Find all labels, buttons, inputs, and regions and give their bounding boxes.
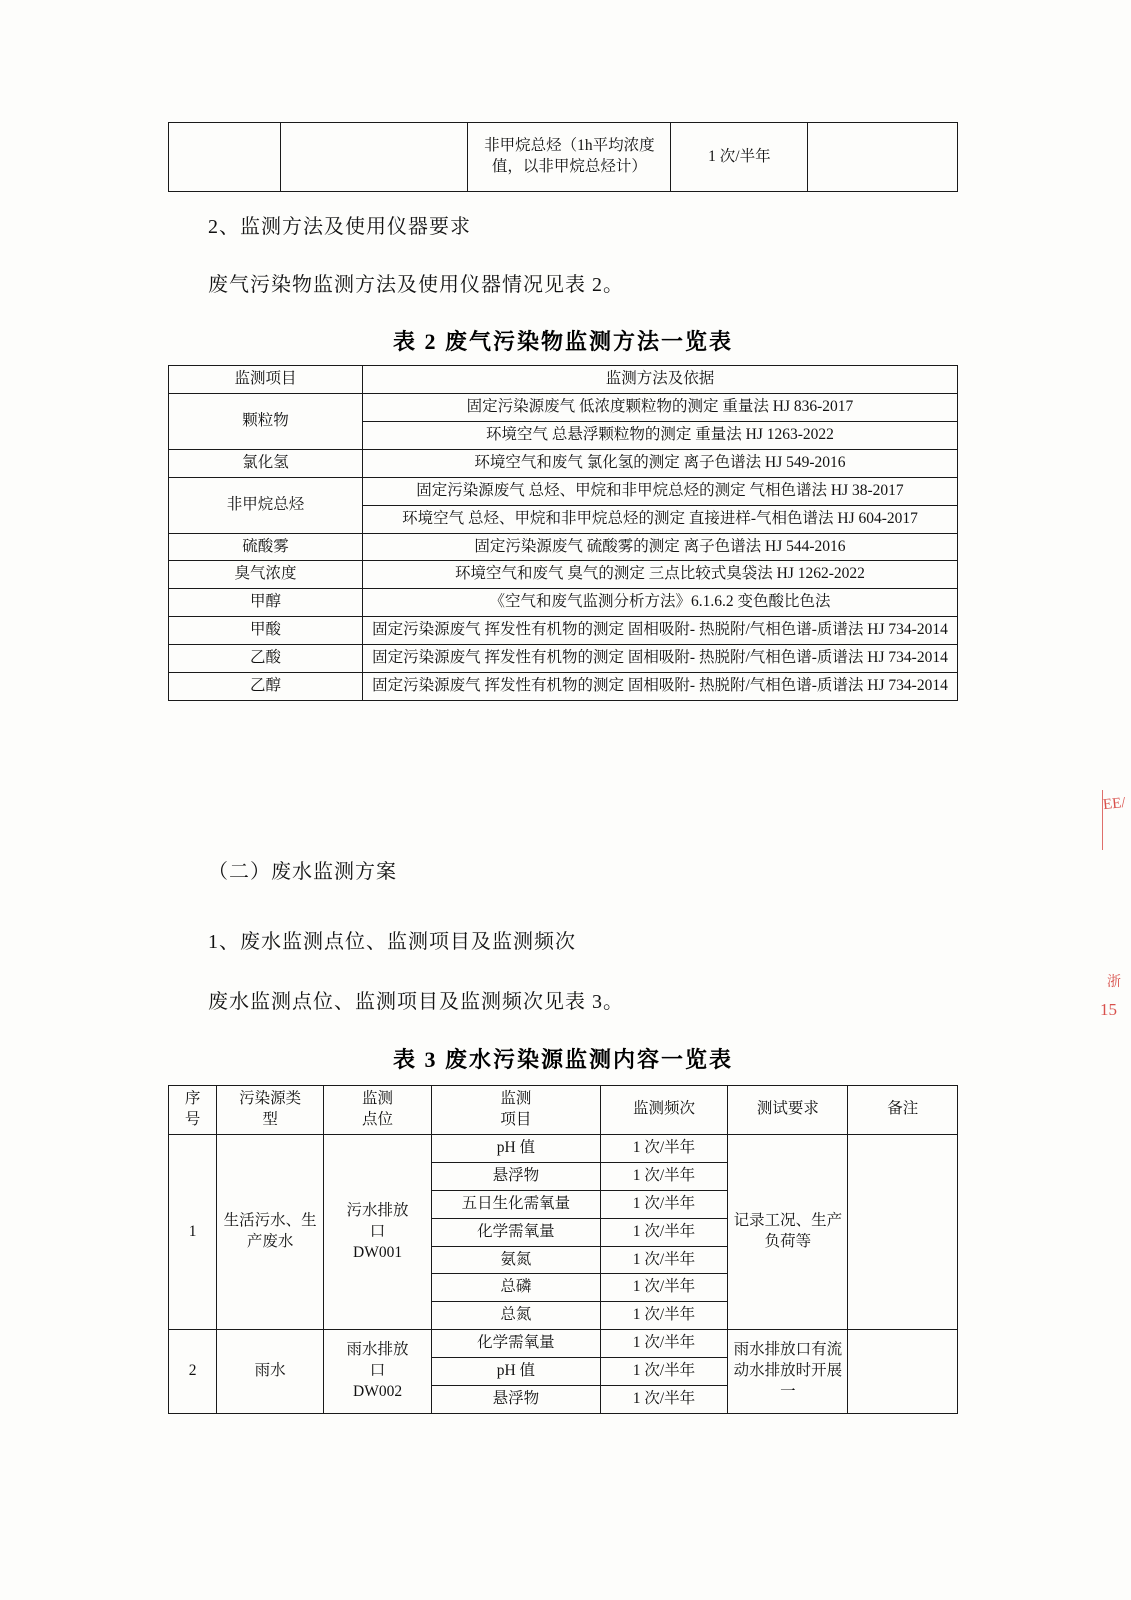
header-seq: 序 号 — [169, 1086, 217, 1135]
table3-title: 表 3 废水污染源监测内容一览表 — [392, 1047, 733, 1072]
cell-item-nmhc: 非甲烷总烃 — [169, 477, 363, 533]
cell-method: 固定污染源废气 硫酸雾的测定 离子色谱法 HJ 544-2016 — [363, 533, 958, 561]
table-wastewater-monitoring — [168, 1085, 958, 1414]
header-point: 监测 点位 — [323, 1086, 431, 1135]
table-row — [169, 393, 958, 421]
stamp-mark-1: EE/ — [1101, 794, 1126, 814]
cell-item: 悬浮物 — [432, 1162, 600, 1190]
cell-empty-1 — [169, 123, 281, 192]
cell-item-sulfuric-mist: 硫酸雾 — [169, 533, 363, 561]
cell-item: 氨氮 — [432, 1246, 600, 1274]
stamp-mark-2: 浙 — [1107, 975, 1121, 990]
cell-method: 环境空气 总烃、甲烷和非甲烷总烃的测定 直接进样-气相色谱法 HJ 604-2017 — [363, 505, 958, 533]
cell-point — [323, 1134, 431, 1329]
cell-method: 固定污染源废气 低浓度颗粒物的测定 重量法 HJ 836-2017 — [363, 393, 958, 421]
point-line-3: DW001 — [353, 1243, 403, 1261]
table-row — [169, 449, 958, 477]
table-row — [169, 645, 958, 673]
cell-item-methanol: 甲醇 — [169, 589, 363, 617]
cell-method: 固定污染源废气 挥发性有机物的测定 固相吸附- 热脱附/气相色谱-质谱法 HJ 734-2014 — [363, 673, 958, 701]
table2-title: 表 2 废气污染物监测方法一览表 — [392, 329, 733, 354]
header-method: 监测方法及依据 — [363, 366, 958, 394]
cell-item-ethanol: 乙醇 — [169, 673, 363, 701]
paragraph-see-table3: 废水监测点位、监测项目及监测频次见表 3。 — [208, 991, 624, 1013]
cell-empty-2 — [281, 123, 468, 192]
cell-note — [848, 1134, 958, 1329]
point-line-1: 污水排放 — [346, 1201, 409, 1219]
table-row — [169, 617, 958, 645]
cell-item-formic-acid: 甲酸 — [169, 617, 363, 645]
paragraph-monitor-method-heading: 2、监测方法及使用仪器要求 — [208, 216, 471, 238]
point-line-2: 口 — [369, 1222, 386, 1240]
stamp-mark-3: 15 — [1100, 1000, 1117, 1019]
cell-note — [848, 1330, 958, 1414]
cell-method: 环境空气 总悬浮颗粒物的测定 重量法 HJ 1263-2022 — [363, 421, 958, 449]
cell-point — [323, 1330, 431, 1414]
cell-item: 化学需氧量 — [432, 1330, 600, 1358]
cell-item: pH 值 — [432, 1358, 600, 1386]
cell-frequency: 1 次/半年 — [600, 1190, 728, 1218]
cell-requirement: 雨水排放口有流动水排放时开展一 — [728, 1330, 848, 1414]
cell-frequency: 1 次/半年 — [600, 1302, 728, 1330]
cell-frequency: 1 次/半年 — [600, 1134, 728, 1162]
cell-method: 固定污染源废气 挥发性有机物的测定 固相吸附- 热脱附/气相色谱-质谱法 HJ 734-2014 — [363, 645, 958, 673]
point-line-1: 雨水排放 — [346, 1341, 409, 1359]
header-item: 监测 项目 — [432, 1086, 600, 1135]
table-row — [169, 1330, 958, 1358]
cell-item: pH 值 — [432, 1134, 600, 1162]
cell-item: 化学需氧量 — [432, 1218, 600, 1246]
paragraph-see-table2: 废气污染物监测方法及使用仪器情况见表 2。 — [208, 274, 624, 296]
cell-method: 环境空气和废气 臭气的测定 三点比较式臭袋法 HJ 1262-2022 — [363, 561, 958, 589]
header-source-type: 污染源类 型 — [217, 1086, 324, 1135]
cell-source-type: 生活污水、生产废水 — [217, 1134, 324, 1329]
cell-frequency: 1 次/半年 — [600, 1246, 728, 1274]
table-row — [169, 477, 958, 505]
header-monitor-item: 监测项目 — [169, 366, 363, 394]
cell-frequency: 1 次/半年 — [600, 1330, 728, 1358]
cell-seq: 1 — [169, 1134, 217, 1329]
table-waste-gas-methods — [168, 365, 958, 701]
header-frequency: 监测频次 — [600, 1086, 728, 1135]
table-row — [169, 1134, 958, 1162]
paragraph-section-wastewater: （二）废水监测方案 — [208, 861, 397, 883]
header-note: 备注 — [848, 1086, 958, 1135]
cell-method: 《空气和废气监测分析方法》6.1.6.2 变色酸比色法 — [363, 589, 958, 617]
table-row — [169, 673, 958, 701]
table-row — [169, 589, 958, 617]
cell-frequency: 1 次/半年 — [600, 1218, 728, 1246]
table-row — [169, 533, 958, 561]
cell-frequency: 1 次/半年 — [600, 1274, 728, 1302]
point-line-2: 口 — [369, 1362, 386, 1380]
cell-item-particulate: 颗粒物 — [169, 393, 363, 449]
cell-frequency: 1 次/半年 — [600, 1162, 728, 1190]
table-row — [169, 123, 958, 192]
cell-item-acetic-acid: 乙酸 — [169, 645, 363, 673]
cell-item: 五日生化需氧量 — [432, 1190, 600, 1218]
table-continued-from-previous-page — [168, 122, 958, 192]
cell-frequency: 1 次/半年 — [671, 123, 808, 192]
point-line-3: DW002 — [353, 1383, 403, 1401]
cell-source-type: 雨水 — [217, 1330, 324, 1414]
header-requirement: 测试要求 — [728, 1086, 848, 1135]
cell-method: 环境空气和废气 氯化氢的测定 离子色谱法 HJ 549-2016 — [363, 449, 958, 477]
table-header-row — [169, 1086, 958, 1135]
cell-item: 总磷 — [432, 1274, 600, 1302]
paragraph-wastewater-points-heading: 1、废水监测点位、监测项目及监测频次 — [208, 931, 576, 953]
table-row — [169, 561, 958, 589]
cell-method: 固定污染源废气 挥发性有机物的测定 固相吸附- 热脱附/气相色谱-质谱法 HJ 734-2014 — [363, 617, 958, 645]
cell-monitor-item: 非甲烷总烃（1h平均浓度值，以非甲烷总烃计） — [468, 123, 671, 192]
cell-requirement: 记录工况、生产负荷等 — [728, 1134, 848, 1329]
cell-frequency: 1 次/半年 — [600, 1386, 728, 1414]
cell-item-odor: 臭气浓度 — [169, 561, 363, 589]
cell-item-hcl: 氯化氢 — [169, 449, 363, 477]
cell-item: 总氮 — [432, 1302, 600, 1330]
cell-frequency: 1 次/半年 — [600, 1358, 728, 1386]
cell-item: 悬浮物 — [432, 1386, 600, 1414]
cell-empty-3 — [808, 123, 958, 192]
cell-seq: 2 — [169, 1330, 217, 1414]
table-header-row — [169, 366, 958, 394]
cell-method: 固定污染源废气 总烃、甲烷和非甲烷总烃的测定 气相色谱法 HJ 38-2017 — [363, 477, 958, 505]
